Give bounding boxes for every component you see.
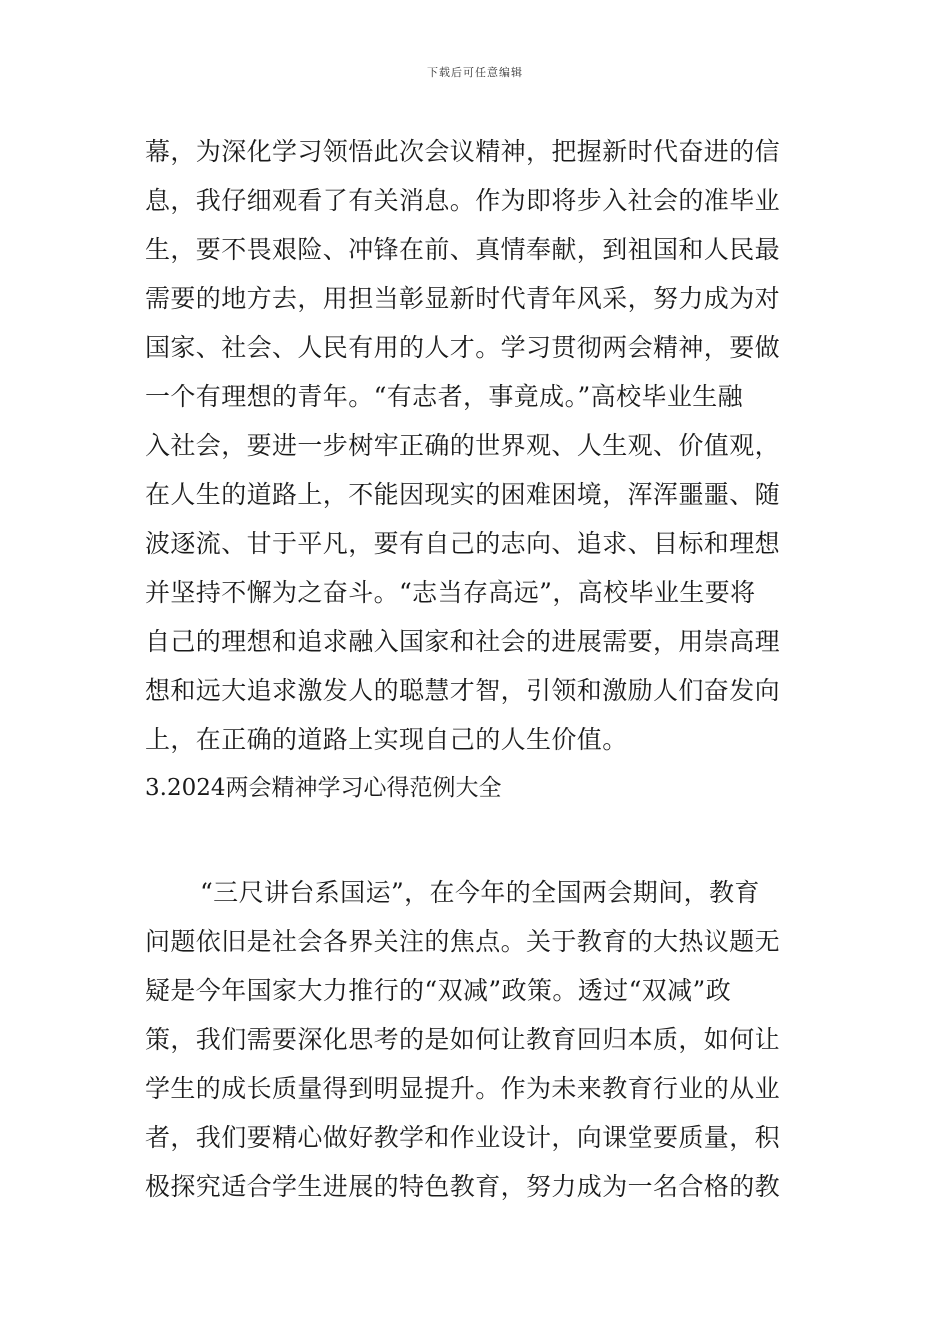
paragraph-line: 学生的成长质量得到明显提升。作为未来教育行业的从业 <box>145 1074 781 1103</box>
paragraph-line: 息，我仔细观看了有关消息。作为即将步入社会的准毕业 <box>145 186 781 215</box>
paragraph-line: 并坚持不懈为之奋斗。“志当存高远”，高校毕业生要将 <box>145 578 756 607</box>
paragraph-line: 国家、社会、人民有用的人才。学习贯彻两会精神，要做 <box>145 333 781 362</box>
paragraph-line: 自己的理想和追求融入国家和社会的进展需要，用崇高理 <box>145 627 781 656</box>
paragraph-2 <box>145 868 815 1211</box>
paragraph-line: 问题依旧是社会各界关注的焦点。关于教育的大热议题无 <box>145 927 781 956</box>
paragraph-line: 想和远大追求激发人的聪慧才智，引领和激励人们奋发向 <box>145 676 781 705</box>
paragraph-line: 需要的地方去，用担当彰显新时代青年风采，努力成为对 <box>145 284 781 313</box>
paragraph-line: 生，要不畏艰险、冲锋在前、真情奉献，到祖国和人民最 <box>145 235 781 264</box>
paragraph-line: 波逐流、甘于平凡，要有自己的志向、追求、目标和理想 <box>145 529 781 558</box>
section-heading: 3.2024两会精神学习心得范例大全 <box>145 775 502 801</box>
page-header-note: 下载后可任意编辑 <box>427 66 523 79</box>
paragraph-line: 极探究适合学生进展的特色教育，努力成为一名合格的教 <box>145 1172 781 1201</box>
paragraph-1 <box>145 127 815 764</box>
paragraph-line: 上，在正确的道路上实现自己的人生价值。 <box>145 725 628 754</box>
paragraph-line: 一个有理想的青年。“有志者，事竟成。”高校毕业生融 <box>145 382 744 411</box>
paragraph-line: 入社会，要进一步树牢正确的世界观、人生观、价值观， <box>145 431 781 460</box>
document-body <box>145 127 815 1211</box>
paragraph-line: 疑是今年国家大力推行的“双减”政策。透过“双减”政 <box>145 976 732 1005</box>
paragraph-line: 在人生的道路上，不能因现实的困难困境，浑浑噩噩、随 <box>145 480 781 509</box>
paragraph-line: “三尺讲台系国运”，在今年的全国两会期间，教育 <box>200 878 760 907</box>
paragraph-line: 幕，为深化学习领悟此次会议精神，把握新时代奋进的信 <box>145 137 781 166</box>
paragraph-line: 者，我们要精心做好教学和作业设计，向课堂要质量，积 <box>145 1123 781 1152</box>
blank-spacer <box>145 813 815 868</box>
paragraph-line: 策，我们需要深化思考的是如何让教育回归本质，如何让 <box>145 1025 781 1054</box>
